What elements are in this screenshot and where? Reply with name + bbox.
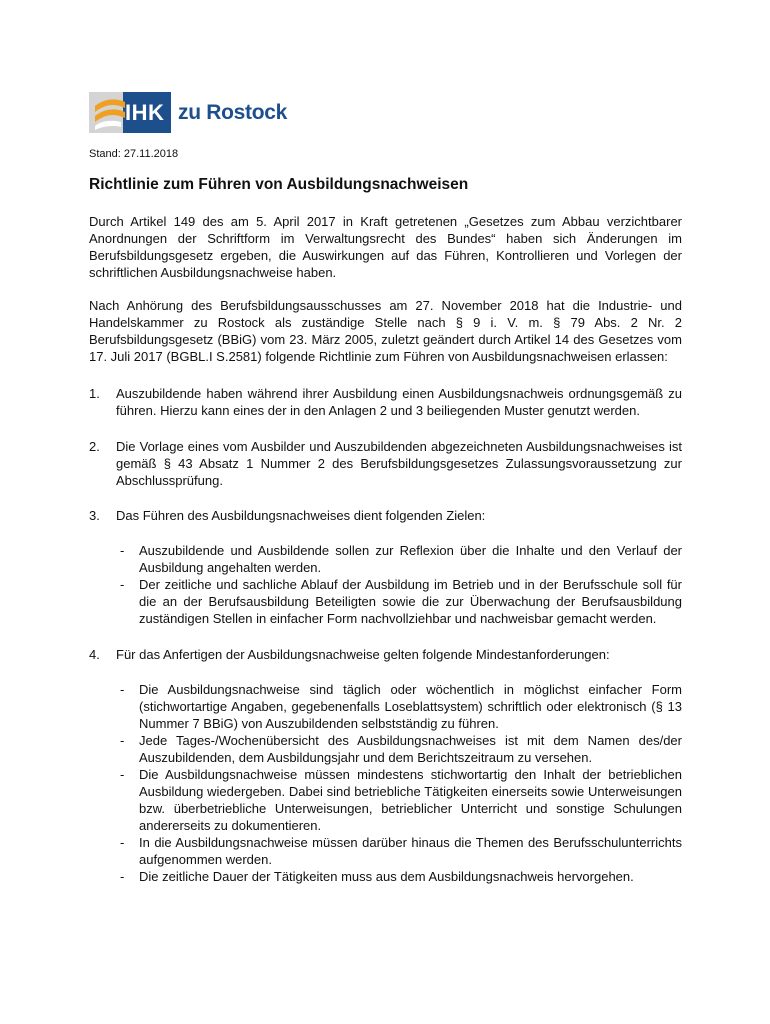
list-item: [89, 646, 682, 663]
stand-date: Stand: 27.11.2018: [89, 148, 179, 160]
list-item-text: Für das Anfertigen der Ausbildungsnachweise gelten folgende Mindestanforderungen:: [116, 647, 610, 662]
list-item: [89, 385, 682, 419]
list-item-number: 4.: [89, 647, 100, 662]
list-item-text: Das Führen des Ausbildungsnachweises dient folgenden Zielen:: [116, 508, 486, 523]
list-item-number: 2.: [89, 439, 100, 454]
intro-paragraph: Durch Artikel 149 des am 5. April 2017 in Kraft getretenen „Gesetzes zum Abbau verzichtbarer Anordnungen der Schriftform im Verwaltungsrecht des Bundes“ haben sich Änderungen im Berufsbildungsgesetz ergeben, die Auswirkungen auf das Führen, Kontrollieren und Vorlegen der schriftlichen Ausbildungsnachweise haben.: [89, 214, 682, 280]
sublist-item: [116, 576, 682, 627]
sublist-dash: -: [120, 869, 125, 884]
sublist-item-text: Die zeitliche Dauer der Tätigkeiten muss aus dem Ausbildungsnachweis hervorgehen.: [139, 869, 634, 884]
sublist-item: [116, 868, 682, 885]
requirements-sublist: [116, 681, 682, 885]
sublist-dash: -: [120, 767, 125, 782]
sublist-item: [116, 834, 682, 868]
guideline-list: [89, 385, 682, 524]
sublist-dash: -: [120, 577, 125, 592]
ihk-logo-mark: [89, 92, 171, 133]
ihk-logo: [89, 92, 287, 133]
guideline-list-continued: [89, 646, 682, 663]
sublist-dash: -: [120, 682, 125, 697]
sublist-item-text: Der zeitliche und sachliche Ablauf der Ausbildung im Betrieb und in der Berufsschule soll für die an der Berufsausbildung Beteiligten sowie die zur Überwachung der Berufsausbildung zuständigen Stellen in einfacher Form nachvollziehbar und nachweisbar gemacht werden.: [139, 577, 682, 626]
list-item-text: Die Vorlage eines vom Ausbilder und Auszubildenden abgezeichneten Ausbildungsnachweises ist gemäß § 43 Absatz 1 Nummer 2 des Berufsbildungsgesetzes Zulassungsvoraussetzung zur Abschlussprüfung.: [116, 439, 682, 488]
sublist-item-text: Auszubildende und Ausbildende sollen zur Reflexion über die Inhalte und den Verlauf der Ausbildung angehalten werden.: [139, 543, 682, 575]
document-body: [89, 213, 682, 885]
list-item-text: Auszubildende haben während ihrer Ausbildung einen Ausbildungsnachweis ordnungsgemäß zu führen. Hierzu kann eines der in den Anlagen 2 und 3 beiliegenden Muster genutzt werden.: [116, 386, 682, 418]
sublist-item: [116, 681, 682, 732]
list-item: [89, 507, 682, 524]
document-title: Richtlinie zum Führen von Ausbildungsnachweisen: [89, 176, 469, 193]
sublist-item: [116, 542, 682, 576]
sublist-item: [116, 766, 682, 834]
legal-basis-paragraph: Nach Anhörung des Berufsbildungsausschusses am 27. November 2018 hat die Industrie- und Handelskammer zu Rostock als zuständige Stelle nach § 9 i. V. m. § 79 Abs. 2 Nr. 2 Berufsbildungsgesetz (BBiG) vom 23. März 2005, zuletzt geändert durch Artikel 14 des Gesetzes vom 17. Juli 2017 (BGBL.I S.2581) folgende Richtlinie zum Führen von Ausbildungsnachweisen erlassen:: [89, 298, 682, 364]
sublist-item-text: In die Ausbildungsnachweise müssen darüber hinaus die Themen des Berufsschulunterrichts aufgenommen werden.: [139, 835, 682, 867]
sublist-item: [116, 732, 682, 766]
goals-sublist: [116, 542, 682, 627]
sublist-item-text: Die Ausbildungsnachweise müssen mindestens stichwortartig den Inhalt der betrieblichen Ausbildung wiedergeben. Dabei sind betriebliche Tätigkeiten einerseits sowie Unterweisungen bzw. überbetriebliche Unterweisungen, betrieblicher Unterricht und sonstige Schulungen andererseits zu dokumentieren.: [139, 767, 682, 833]
list-item-number: 3.: [89, 508, 100, 523]
sublist-item-text: Die Ausbildungsnachweise sind täglich oder wöchentlich in möglichst einfacher Form (stichwortartige Angaben, gegebenenfalls Loseblattsystem) schriftlich oder elektronisch (§ 13 Nummer 7 BBiG) von Auszubildenden selbstständig zu führen.: [139, 682, 682, 731]
list-item: [89, 438, 682, 489]
sublist-item-text: Jede Tages-/Wochenübersicht des Ausbildungsnachweises ist mit dem Namen des/der Auszubildenden, dem Ausbildungsjahr und dem Berichtszeitraum zu versehen.: [139, 733, 682, 765]
sublist-dash: -: [120, 835, 125, 850]
sublist-dash: -: [120, 733, 125, 748]
ihk-logo-letters: IHK: [125, 100, 165, 125]
sublist-dash: -: [120, 543, 125, 558]
ihk-logo-text: zu Rostock: [178, 100, 288, 124]
ihk-swoosh-icon: [91, 96, 125, 130]
list-item-number: 1.: [89, 386, 100, 401]
